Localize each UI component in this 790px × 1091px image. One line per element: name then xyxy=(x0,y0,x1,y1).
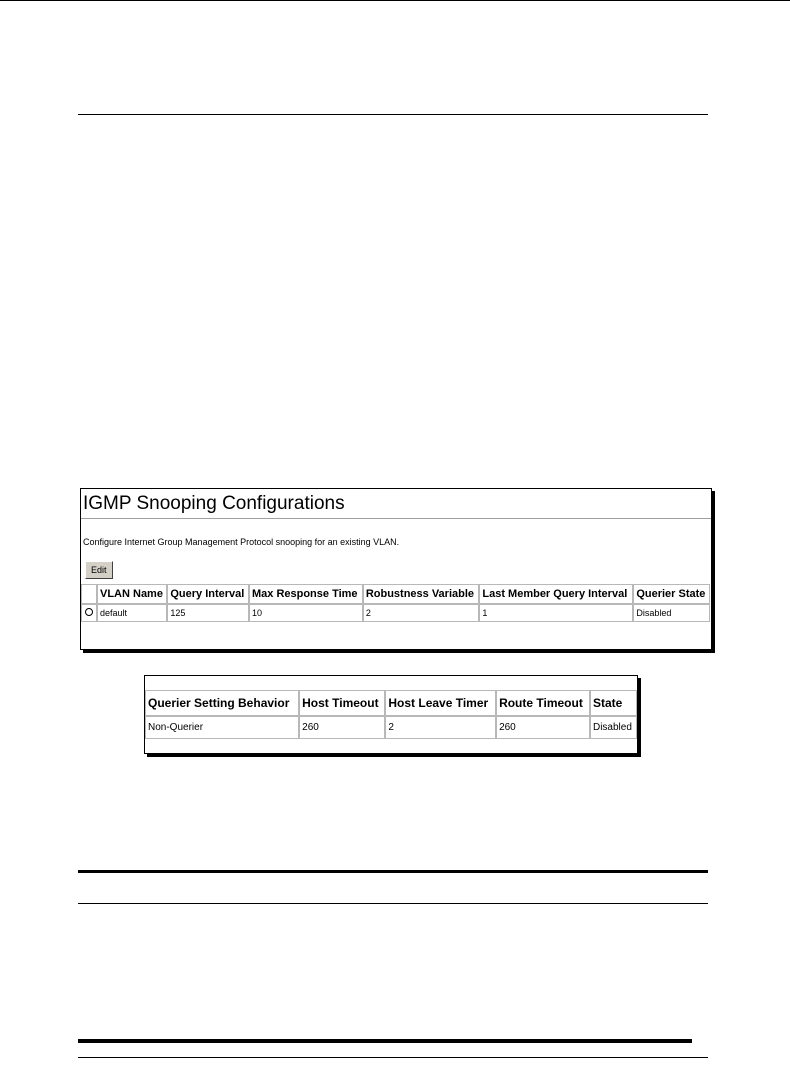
robustness-variable-cell: 2 xyxy=(363,604,480,622)
column-header: State xyxy=(590,690,637,716)
panel-description: Configure Internet Group Management Protocol snooping for an existing VLAN. xyxy=(83,537,400,547)
header-rule xyxy=(78,114,708,115)
table-header-row xyxy=(145,690,637,716)
state-cell: Disabled xyxy=(590,716,637,739)
column-header: Route Timeout xyxy=(496,690,590,716)
querier-state-cell: Disabled xyxy=(633,604,710,622)
column-header: Robustness Variable xyxy=(363,584,480,604)
panel-title: IGMP Snooping Configurations xyxy=(81,489,711,519)
querier-settings-panel xyxy=(144,675,638,754)
row-select-radio[interactable] xyxy=(85,608,93,616)
route-timeout-cell: 260 xyxy=(496,716,590,739)
querier-settings-table xyxy=(145,690,637,739)
column-header: Querier State xyxy=(633,584,710,604)
host-timeout-cell: 260 xyxy=(299,716,385,739)
column-header: Host Leave Timer xyxy=(385,690,496,716)
last-member-query-interval-cell: 1 xyxy=(479,604,633,622)
column-header: Host Timeout xyxy=(299,690,385,716)
table-row xyxy=(81,604,710,622)
querier-setting-behavior-cell: Non-Querier xyxy=(145,716,299,739)
column-header: Query Interval xyxy=(167,584,249,604)
footer-rule-thin xyxy=(78,1057,708,1058)
host-leave-timer-cell: 2 xyxy=(385,716,496,739)
column-header: Querier Setting Behavior xyxy=(145,690,299,716)
select-column-header xyxy=(81,584,97,604)
igmp-config-table xyxy=(81,584,710,622)
vlan-name-cell: default xyxy=(97,604,167,622)
top-rule xyxy=(0,0,790,1)
section-rule-thin xyxy=(78,903,708,904)
section-rule-thick xyxy=(78,870,708,873)
row-select-cell xyxy=(81,604,97,622)
column-header: VLAN Name xyxy=(97,584,167,604)
footer-rule-thick xyxy=(78,1039,692,1043)
edit-button[interactable]: Edit xyxy=(85,561,113,579)
max-response-time-cell: 10 xyxy=(249,604,363,622)
igmp-config-panel xyxy=(80,488,712,650)
column-header: Last Member Query Interval xyxy=(479,584,633,604)
table-row xyxy=(145,716,637,739)
column-header: Max Response Time xyxy=(249,584,363,604)
query-interval-cell: 125 xyxy=(167,604,249,622)
table-header-row xyxy=(81,584,710,604)
